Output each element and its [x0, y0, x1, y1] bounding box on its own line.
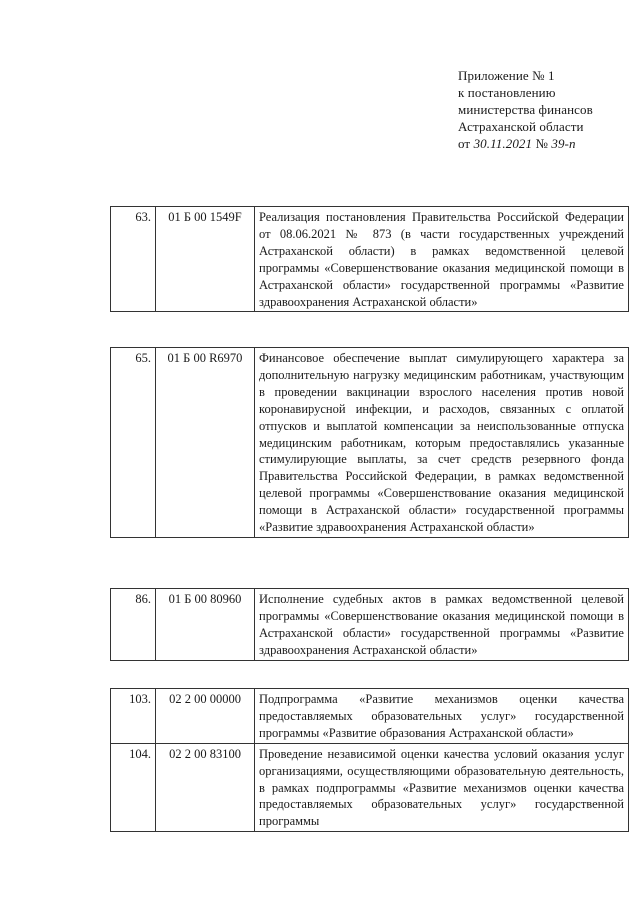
budget-table-block-4 [110, 688, 629, 832]
appendix-subtitle-2: министерства финансов [458, 102, 593, 117]
row-number: 63. [111, 207, 156, 312]
table-row [111, 207, 629, 312]
handwritten-date: 30.11.2021 [473, 136, 533, 151]
appendix-title: Приложение № 1 [458, 68, 555, 83]
row-number: 103. [111, 689, 156, 744]
table-row [111, 589, 629, 661]
appendix-subtitle-3: Астраханской области [458, 119, 584, 134]
budget-table-block-3 [110, 588, 629, 661]
budget-code: 01 Б 00 1549F [156, 207, 255, 312]
budget-code: 01 Б 00 R6970 [156, 348, 255, 538]
budget-table-block-1 [110, 206, 629, 312]
table-row [111, 743, 629, 832]
appendix-date-line [458, 135, 633, 152]
row-description: Проведение независимой оценки качества условий оказания услуг организациями, осуществляющими образовательную деятельность, в рамках подпрограммы «Развитие механизмов оценки качества предоставляемых образовательных услуг» государственной программы [255, 743, 629, 832]
row-description: Реализация постановления Правительства Российской Федерации от 08.06.2021 № 873 (в части государственных учреждений Астраханской области) в рамках ведомственной целевой программы «Совершенствование оказания медицинской помощи в Астраханской области» государственной программы «Развитие здравоохранения Астраханской области» [255, 207, 629, 312]
row-description: Финансовое обеспечение выплат симулирующего характера за дополнительную нагрузку медицинским работникам, участвующим в проведении вакцинации взрослого населения против новой коронавирусной инфекции, и расходов, связанных с оплатой отпусков и выплатой компенсации за неиспользованные отпуска медицинским работникам, которым предоставлялись указанные стимулирующие выплаты, за счет средств резервного фонда Правительства Российской Федерации, в рамках ведомственной целевой программы «Совершенствование оказания медицинской помощи в Астраханской области» государственной программы «Развитие здравоохранения Астраханской области» [255, 348, 629, 538]
table-row [111, 689, 629, 744]
number-prefix: № [535, 136, 548, 151]
table-row [111, 348, 629, 538]
handwritten-number: 39-п [551, 136, 576, 151]
row-number: 104. [111, 743, 156, 832]
budget-code: 02 2 00 00000 [156, 689, 255, 744]
budget-code: 02 2 00 83100 [156, 743, 255, 832]
row-description: Подпрограмма «Развитие механизмов оценки качества предоставляемых образовательных услуг» государственной программы «Развитие образования Астраханской области» [255, 689, 629, 744]
date-prefix: от [458, 136, 471, 151]
row-number: 86. [111, 589, 156, 661]
appendix-header [458, 67, 633, 152]
appendix-subtitle-1: к постановлению [458, 85, 556, 100]
budget-table-block-2 [110, 347, 629, 538]
row-description: Исполнение судебных актов в рамках ведомственной целевой программы «Совершенствование оказания медицинской помощи в Астраханской области» государственной программы «Развитие здравоохранения Астраханской области» [255, 589, 629, 661]
budget-code: 01 Б 00 80960 [156, 589, 255, 661]
row-number: 65. [111, 348, 156, 538]
